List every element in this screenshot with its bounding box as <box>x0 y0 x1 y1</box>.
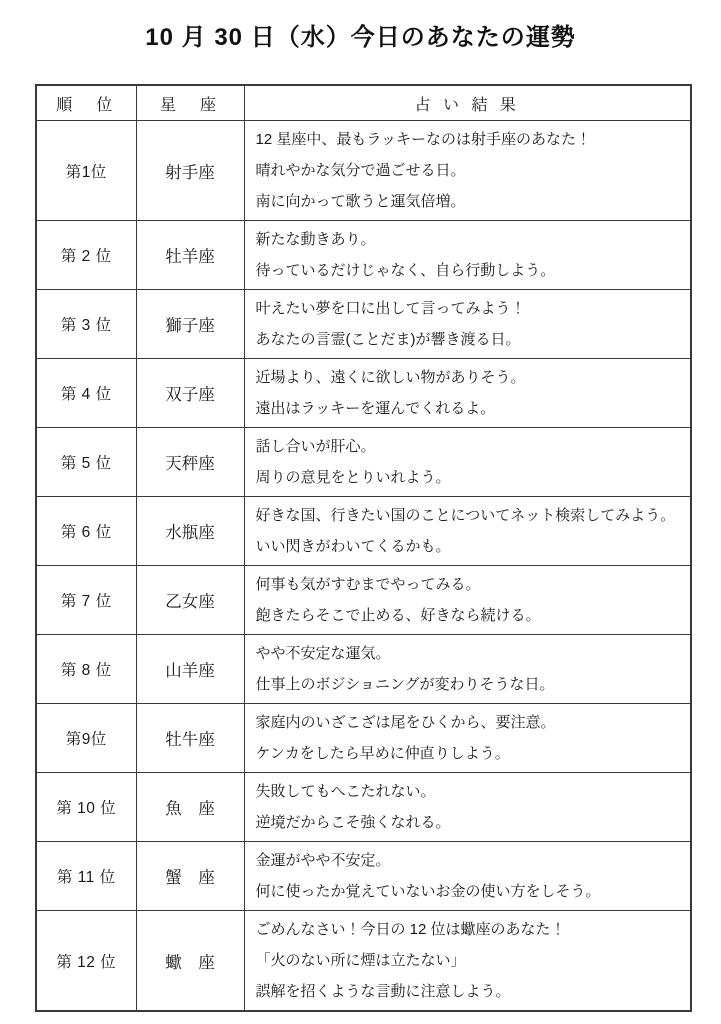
result-cell <box>244 704 691 773</box>
sign-cell: 山羊座 <box>136 635 244 704</box>
result-line: ケンカをしたら早めに仲直りしよう。 <box>255 745 510 762</box>
header-sign: 星 座 <box>136 85 244 121</box>
result-line: やや不安定な運気。 <box>255 645 391 662</box>
result-cell <box>244 773 691 842</box>
result-line: 好きな国、行きたい国のことについてネット検索してみよう。 <box>255 507 676 524</box>
table-row <box>36 911 691 1012</box>
table-row <box>36 635 691 704</box>
header-result: 占 い 結 果 <box>244 85 691 121</box>
rank-cell: 第 8 位 <box>36 635 136 704</box>
rank-cell: 第9位 <box>36 704 136 773</box>
table-row <box>36 428 691 497</box>
sign-cell: 乙女座 <box>136 566 244 635</box>
rank-cell: 第 3 位 <box>36 290 136 359</box>
sign-cell: 牡羊座 <box>136 221 244 290</box>
result-line: 叶えたい夢を口に出して言ってみよう！ <box>255 300 526 317</box>
sign-cell: 双子座 <box>136 359 244 428</box>
result-line: 南に向かって歌うと運気倍増。 <box>255 193 466 210</box>
result-cell <box>244 290 691 359</box>
table-row <box>36 842 691 911</box>
result-line: 遠出はラッキーを運んでくれるよ。 <box>255 400 496 417</box>
table-row <box>36 773 691 842</box>
result-line: いい閃きがわいてくるかも。 <box>255 538 451 555</box>
rank-cell: 第1位 <box>36 121 136 221</box>
result-line: 何事も気がすむまでやってみる。 <box>255 576 481 593</box>
table-row <box>36 497 691 566</box>
header-row <box>36 85 691 121</box>
result-line: 仕事上のボジショニングが変わりそうな日。 <box>255 676 555 693</box>
result-line: 飽きたらそこで止める、好きなら続ける。 <box>255 607 541 624</box>
sign-cell: 牡牛座 <box>136 704 244 773</box>
result-cell <box>244 221 691 290</box>
rank-cell: 第 2 位 <box>36 221 136 290</box>
table-body <box>36 121 691 1012</box>
sign-cell: 蟹 座 <box>136 842 244 911</box>
sign-cell: 獅子座 <box>136 290 244 359</box>
rank-cell: 第 10 位 <box>36 773 136 842</box>
result-line: 金運がやや不安定。 <box>255 852 391 869</box>
result-line: 新たな動きあり。 <box>255 231 376 248</box>
sign-cell: 蠍 座 <box>136 911 244 1012</box>
table-row <box>36 221 691 290</box>
table-row <box>36 121 691 221</box>
rank-cell: 第 6 位 <box>36 497 136 566</box>
result-line: 「火のない所に煙は立たない」 <box>255 952 466 969</box>
rank-cell: 第 11 位 <box>36 842 136 911</box>
rank-cell: 第 12 位 <box>36 911 136 1012</box>
result-cell <box>244 566 691 635</box>
rank-cell: 第 7 位 <box>36 566 136 635</box>
result-line: 待っているだけじゃなく、自ら行動しよう。 <box>255 262 556 279</box>
result-line: 家庭内のいざこざは尾をひくから、要注意。 <box>255 714 556 731</box>
result-cell <box>244 497 691 566</box>
result-cell <box>244 911 691 1012</box>
sign-cell: 水瓶座 <box>136 497 244 566</box>
sign-cell: 天秤座 <box>136 428 244 497</box>
result-line: 12 星座中、最もラッキーなのは射手座のあなた！ <box>255 131 592 148</box>
result-line: 失敗してもへこたれない。 <box>255 783 436 800</box>
result-cell <box>244 359 691 428</box>
result-line: 誤解を招くような言動に注意しよう。 <box>255 983 511 1000</box>
result-line: 周りの意見をとりいれよう。 <box>255 469 451 486</box>
rank-cell: 第 5 位 <box>36 428 136 497</box>
result-line: ごめんなさい！今日の 12 位は蠍座のあなた！ <box>255 921 566 938</box>
result-cell <box>244 428 691 497</box>
table-row <box>36 290 691 359</box>
result-cell <box>244 842 691 911</box>
table-row <box>36 566 691 635</box>
result-line: 話し合いが肝心。 <box>255 438 376 455</box>
table-row <box>36 359 691 428</box>
result-cell <box>244 635 691 704</box>
page-title: 10 月 30 日（水）今日のあなたの運勢 <box>145 24 576 51</box>
sign-cell: 魚 座 <box>136 773 244 842</box>
sign-cell: 射手座 <box>136 121 244 221</box>
header-rank: 順 位 <box>36 85 136 121</box>
result-line: 逆境だからこそ強くなれる。 <box>255 814 451 831</box>
result-cell <box>244 121 691 221</box>
horoscope-table <box>35 84 692 1012</box>
result-line: 近場より、遠くに欲しい物がありそう。 <box>255 369 526 386</box>
result-line: あなたの言霊(ことだま)が響き渡る日。 <box>255 331 521 348</box>
table-row <box>36 704 691 773</box>
result-line: 晴れやかな気分で過ごせる日。 <box>255 162 466 179</box>
result-line: 何に使ったか覚えていないお金の使い方をしそう。 <box>255 883 601 900</box>
rank-cell: 第 4 位 <box>36 359 136 428</box>
